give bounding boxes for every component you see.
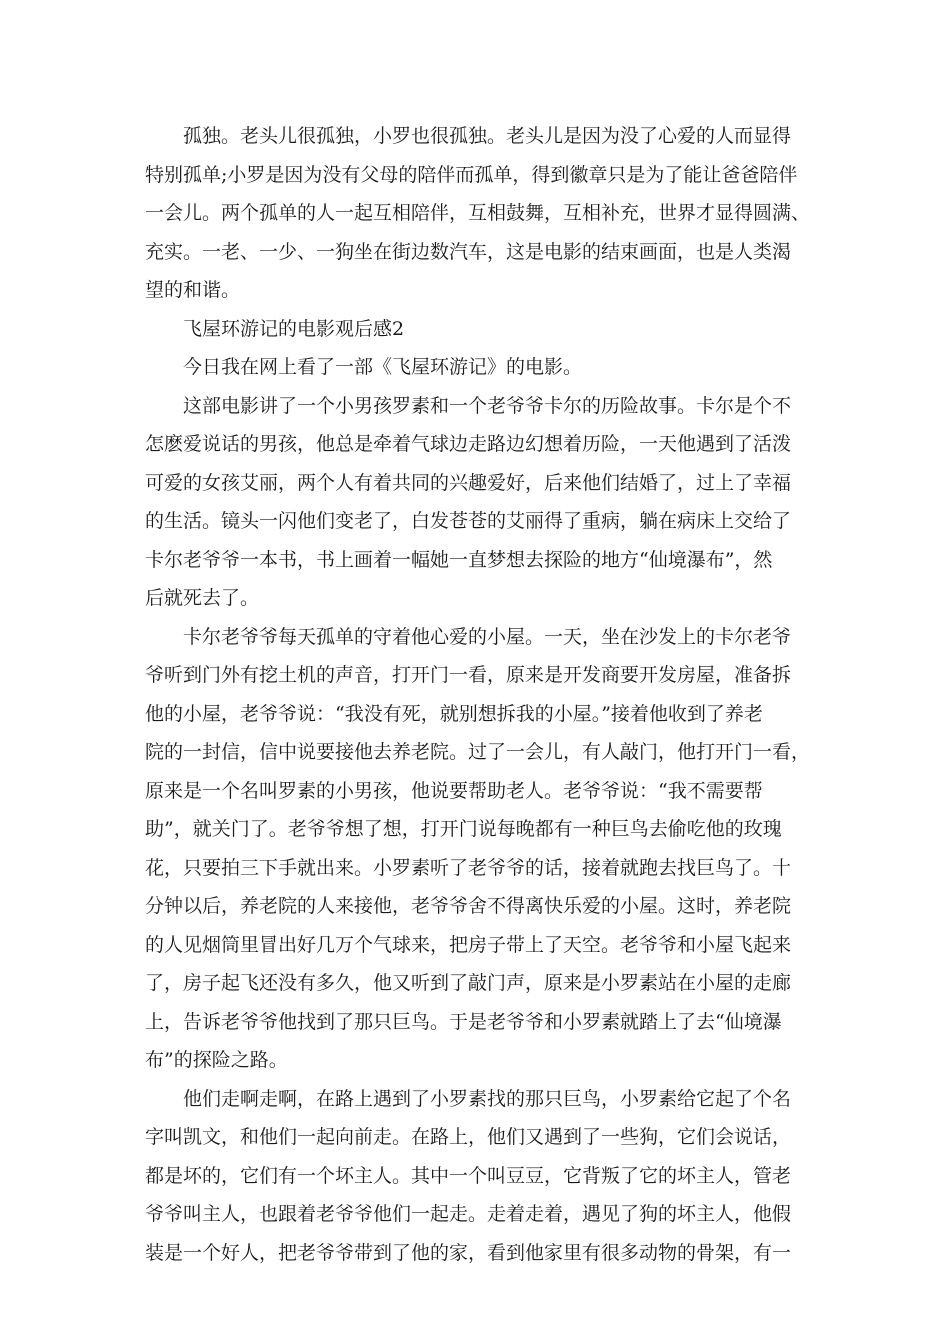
text-line: 装是一个好人，把老爷爷带到了他的家，看到他家里有很多动物的骨架，有一 [145, 1241, 792, 1264]
text-line: 特别孤单;小罗是因为没有父母的陪伴而孤单，得到徽章只是为了能让爸爸陪伴 [145, 163, 798, 186]
text-line: 飞屋环游记的电影观后感2 [183, 317, 405, 340]
text-line: 可爱的女孩艾丽，两个人有着共同的兴趣爱好，后来他们结婚了，过上了幸福 [145, 471, 792, 494]
text-line: 都是坏的，它们有一个坏主人。其中一个叫豆豆，它背叛了它的坏主人，管老 [145, 1164, 792, 1187]
text-line: 充实。一老、一少、一狗坐在街边数汽车，这是电影的结束画面，也是人类渴 [145, 240, 792, 263]
text-line: 卡尔老爷爷一本书，书上画着一幅她一直梦想去探险的地方“仙境瀑布”，然 [145, 548, 773, 571]
text-line: 怎麽爱说话的男孩，他总是牵着气球边走路边幻想着历险，一天他遇到了活泼 [145, 433, 792, 455]
document-body [145, 117, 811, 1272]
text-line: 这部电影讲了一个小男孩罗素和一个老爷爷卡尔的历险故事。卡尔是个不 [183, 394, 792, 417]
text-line: 爷听到门外有挖土机的声音，打开门一看，原来是开发商要开发房屋，准备拆 [145, 664, 792, 686]
text-line: 爷爷叫主人，也跟着老爷爷他们一起走。走着走着，遇见了狗的坏主人，他假 [145, 1203, 792, 1225]
text-line: 花，只要拍三下手就出来。小罗素听了老爷爷的话，接着就跑去找巨鸟了。十 [145, 856, 792, 879]
text-line: 他的小屋，老爷爷说：“我没有死，就别想拆我的小屋。”接着他收到了养老 [145, 702, 763, 725]
text-line: 一会儿。两个孤单的人一起互相陪伴，互相鼓舞，互相补充，世界才显得圆满、 [145, 202, 811, 224]
text-line: 的人见烟筒里冒出好几万个气球来，把房子带上了天空。老爷爷和小屋飞起来 [145, 933, 792, 956]
text-line: 上，告诉老爷爷他找到了那只巨鸟。于是老爷爷和小罗素就踏上了去“仙境瀑 [145, 1010, 782, 1033]
text-line: 字叫凯文，和他们一起向前走。在路上，他们又遇到了一些狗，它们会说话， [145, 1126, 792, 1148]
text-line: 院的一封信，信中说要接他去养老院。过了一会儿，有人敲门，他打开门一看， [145, 741, 811, 763]
text-line: 今日我在网上看了一部《飞屋环游记》的电影。 [183, 356, 583, 378]
text-line: 助”，就关门了。老爷爷想了想，打开门说每晚都有一种巨鸟去偷吃他的玫瑰 [145, 818, 782, 840]
text-line: 布”的探险之路。 [145, 1049, 288, 1071]
text-line: 望的和谐。 [145, 279, 241, 301]
text-line: 原来是一个名叫罗素的小男孩，他说要帮助老人。老爷爷说：“我不需要帮 [145, 779, 763, 802]
text-line: 的生活。镜头一闪他们变老了，白发苍苍的艾丽得了重病，躺在病床上交给了 [145, 510, 792, 532]
text-line: 孤独。老头儿很孤独，小罗也很孤独。老头儿是因为没了心爱的人而显得 [183, 125, 792, 147]
text-line: 了，房子起飞还没有多久，他又听到了敲门声，原来是小罗素站在小屋的走廊 [145, 972, 792, 994]
text-line: 分钟以后，养老院的人来接他，老爷爷舍不得离快乐爱的小屋。这时，养老院 [145, 895, 792, 917]
text-line: 卡尔老爷爷每天孤单的守着他心爱的小屋。一天，坐在沙发上的卡尔老爷 [183, 625, 792, 648]
text-line: 他们走啊走啊，在路上遇到了小罗素找的那只巨鸟，小罗素给它起了个名 [183, 1087, 792, 1110]
text-line: 后就死去了。 [145, 587, 260, 609]
